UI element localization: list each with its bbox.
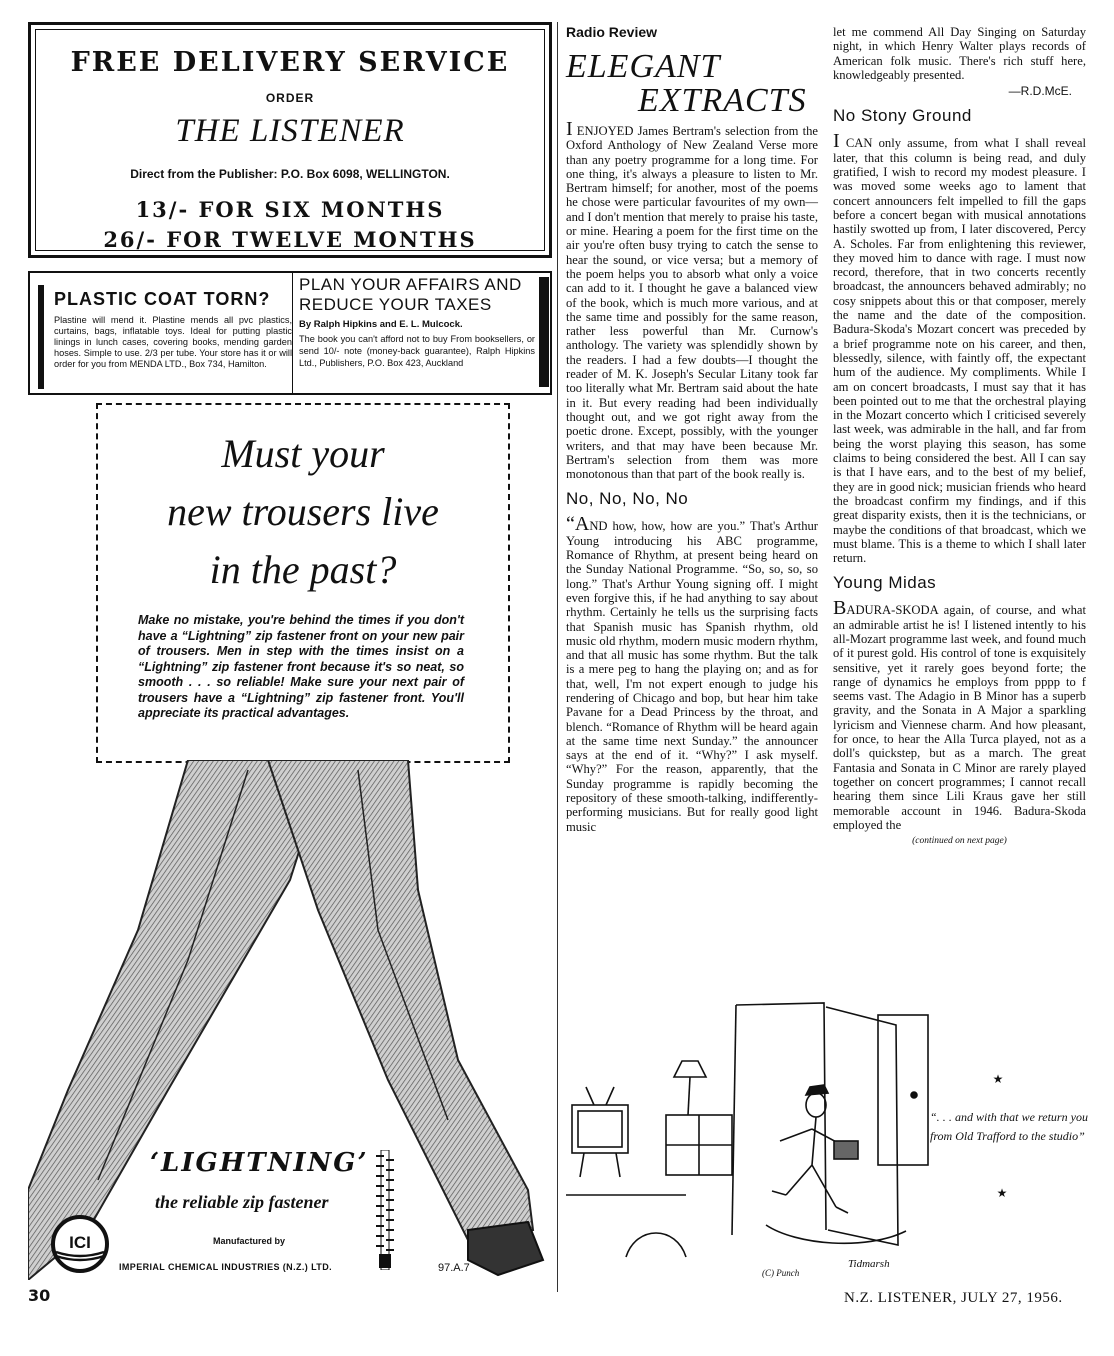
- star-icon: ★: [996, 1186, 1008, 1200]
- trousers-headline: [98, 425, 508, 599]
- zip-icon: [370, 1150, 400, 1270]
- paragraph-text: CAN only assume, from what I shall reveal later, that this column is being read, and duly gratified, I wish to record my modest pleasure. I was moved some weeks ago to lament that concert announcers felt impelled to fill the gaps before a concert began with musical annotations hastily swotted up from, I later discovered, Percy A. Scholes. Far from enlightening this reviewer, they moved him to dance with rage. I must now record, therefore, that in two concerts recently broadcast, the announcers behaved admirably; no cosy snippets about this or that composer, merely the name and the date of the composition. Badura-Skoda's Mozart concert was preceded by a brief programme note on his career, and then, blessedly, silence, with faintly off, the expectant hum of the audience. My compliments. While I am on concert broadcasts, I must say that it has been pointed out to me that the orchestral playing in the Mozart concerto which I criticised severely last week, was admirable in the hall, and far from being the worst playing this season, has some claims to being considered the best. All I can say is that I have ears, and to the best of my belief, they are in good nick; musician friends who heard the broadcast confirm my findings, and if this great disparity exists, then it is the technicians, or maybe the conditions of that broadcast, which we must blame. This is a theme to which I shall later return.: [833, 136, 1086, 566]
- twelve-month-price: 26/- FOR TWELVE MONTHS: [103, 227, 477, 252]
- ici-logo-text: ICI: [69, 1233, 91, 1252]
- plastic-ad-body: Plastine will mend it. Plastine mends all pvc plastics, curtains, bags, inflatable toys. Ideal for putting plastic linings in lunch cases, covering books, mending garden hoses. Simple to use. 2/3 per tube. Your store has it or will order for you from MENDA LTD., Box 734, Hamilton.: [54, 315, 292, 369]
- article-column-2: [833, 25, 1086, 848]
- cartoon-caption: “. . . and with that we return you from Old Trafford to the studio”: [930, 1110, 1088, 1143]
- plan-affairs-ad: [292, 273, 542, 393]
- subheading-young-midas: Young Midas: [833, 573, 937, 593]
- subheading-no-stony-ground: No Stony Ground: [833, 106, 972, 126]
- paragraph-arthur-young: [566, 513, 818, 834]
- manufactured-by-label: Manufactured by: [213, 1236, 286, 1246]
- subheading-no-no: No, No, No, No: [566, 489, 689, 509]
- plan-ad-byline: By Ralph Hipkins and E. L. Mulcock.: [299, 319, 463, 330]
- paragraph-announcers: [833, 130, 1086, 566]
- free-delivery-ad: [28, 22, 552, 258]
- plan-ad-body: The book you can't afford not to buy From booksellers, or send 10/- note (money-back guarantee), Ralph Hipkins Ltd., Publishers, P.O. Box 423, Auckland: [299, 334, 535, 368]
- paragraph-badura-skoda: [833, 597, 1086, 832]
- column-divider: [557, 22, 558, 1292]
- drop-cap: I: [566, 118, 573, 140]
- publication-name: THE LISTENER: [175, 113, 405, 149]
- order-label: ORDER: [265, 91, 315, 105]
- star-icon: ★: [992, 1072, 1004, 1086]
- paragraph-text: ADURA-SKODA again, of course, and what an admirable artist he is! I listened intently to his all-Mozart programme last week, and found much of it purest gold. His control of tone is exquisitely sensitive, yet it rarely goes beyond forte; the range of dynamics he employs from pppp to f seems vast. The Adagio in B Minor has a superb gravity, and the Sonata in A Major a sparkling lyricism and Viennese charm. And how pleasant, for once, to hear the Alla Turca played, not as a doll's quickstep, but as a march. The great Fantasia and Sonata in C Minor are rarely played together on concert programmes; I cannot recall hearing them since Lili Kraus gave her still memorable account in 1946. Badura-Skoda employed the: [833, 603, 1086, 832]
- cartoonist-signature: Tidmarsh: [848, 1258, 890, 1270]
- article-title-line-2: EXTRACTS: [638, 82, 807, 119]
- trousers-ad-box: [96, 403, 510, 763]
- free-delivery-title: FREE DELIVERY SERVICE: [70, 47, 510, 78]
- continued-note: (continued on next page): [912, 836, 1007, 847]
- headline-line-1: Must your: [221, 431, 385, 476]
- plan-ad-side-bar: [539, 277, 549, 387]
- publisher-address: Direct from the Publisher: P.O. Box 6098, WELLINGTON.: [130, 167, 450, 181]
- article-column-1: [566, 118, 818, 840]
- small-ads-row: [28, 271, 552, 395]
- lightning-brand-logo: ‘LIGHTNING’: [150, 1148, 369, 1178]
- paragraph-bertram: [566, 118, 818, 482]
- page-number: 30: [28, 1286, 51, 1305]
- drop-cap: I: [833, 130, 840, 153]
- plan-ad-title: PLAN YOUR AFFAIRS AND REDUCE YOUR TAXES: [299, 275, 522, 314]
- zip-tagline: the reliable zip fastener: [155, 1192, 329, 1212]
- drop-cap: “A: [566, 513, 590, 536]
- article-title-line-1: ELEGANT: [566, 48, 721, 85]
- section-label: Radio Review: [566, 24, 658, 40]
- manufacturer-name: IMPERIAL CHEMICAL INDUSTRIES (N.Z.) LTD.: [119, 1262, 332, 1272]
- paragraph-text: ND how, how, how are you.” That's Arthur Young introducing his ABC programme, Romance of Rhythm, at present being heard on the Sunday National Programme. “So, so, so, so long.” That's Arthur Young signing off. I might even forgive this, if he had anything to say about rhythm. Certainly he tells us the surprising facts that Spanish music has Spanish rhythm, old music old rhythm, modern music modern rhythm, and that all music has some rhythm. But the talk is a mere peg to hang the playing on; and as for that, well, I'm not expert enough to judge his rendering of Chicago and bop, but hear him take Pavane for a Dead Princess by the throat, and blench. “Romance of Rhythm will be heard again at the same time next Sunday.” the announcer says at the end of it. “Why?” I ask myself. “Why?” For the reason, apparently, that the Sunday programme is rapidly becoming the repository of these smooth-talking, indifferently-performing musicians. But for really good light music: [566, 519, 818, 834]
- headline-line-3: in the past?: [209, 547, 397, 592]
- paragraph-text: ENJOYED James Bertram's selection from the Oxford Anthology of New Zealand Verse more than any poetry programme for a long time. For one thing, it's always a pleasure to listen to Mr. Bertram himself; for another, most of the poems he chose were particular favourites of my own—and I don't mention that merely to praise his taste, or mine. Hearing a poem for the first time on the air you're often busy trying to catch the sense to hear the sound, or vice versa; but a memory of the poem helps you to absorb what only a voice can add to it. I thought he gave a balanced view of the book, which is much more various, and at the same time and possibly for the same reason, rather less powerful than Mr. Curnow's anthology. The variety was splendidly shown by the readers. I had a few doubts—I thought the reader of M. K. Joseph's Secular Litany took far too literally what Mr. Bertram said about the hate in it. But every reading had been individually thought out, and we got right away from the poetic drone. Except, possibly, with the younger writers, and that may have been because Mr. Bertram's selection from them was more monotonous than that part of the book really is.: [566, 124, 818, 482]
- headline-line-2: new trousers live: [167, 489, 439, 534]
- plastic-ad-title: PLASTIC COAT TORN?: [54, 289, 271, 309]
- cartoon-credit: (C) Punch: [762, 1268, 800, 1278]
- footer-publication: N.Z. LISTENER, JULY 27, 1956.: [844, 1290, 1063, 1306]
- plastic-coat-ad: [38, 285, 292, 389]
- paragraph-all-day-singing: let me commend All Day Singing on Saturday night, in which Henry Walter plays records of American folk music. There's rich stuff here, knowledgeably presented.: [833, 25, 1086, 82]
- trousers-ad-body: Make no mistake, you're behind the times if you don't have a “Lightning” zip fastener front on your new pair of trousers. Men in step with the times insist on a “Lightning” zip fastener front because it's so neat, so smooth . . . so reliable! Make sure your next pair of trousers have a “Lightning” zip fastener front. You'll appreciate its practical advantages.: [138, 613, 464, 720]
- ici-logo: [50, 1214, 110, 1274]
- drop-cap: B: [833, 597, 847, 620]
- author-signoff: —R.D.McE.: [1008, 84, 1072, 99]
- six-month-price: 13/- FOR SIX MONTHS: [135, 197, 445, 222]
- ad-code: 97.A.7: [438, 1262, 470, 1274]
